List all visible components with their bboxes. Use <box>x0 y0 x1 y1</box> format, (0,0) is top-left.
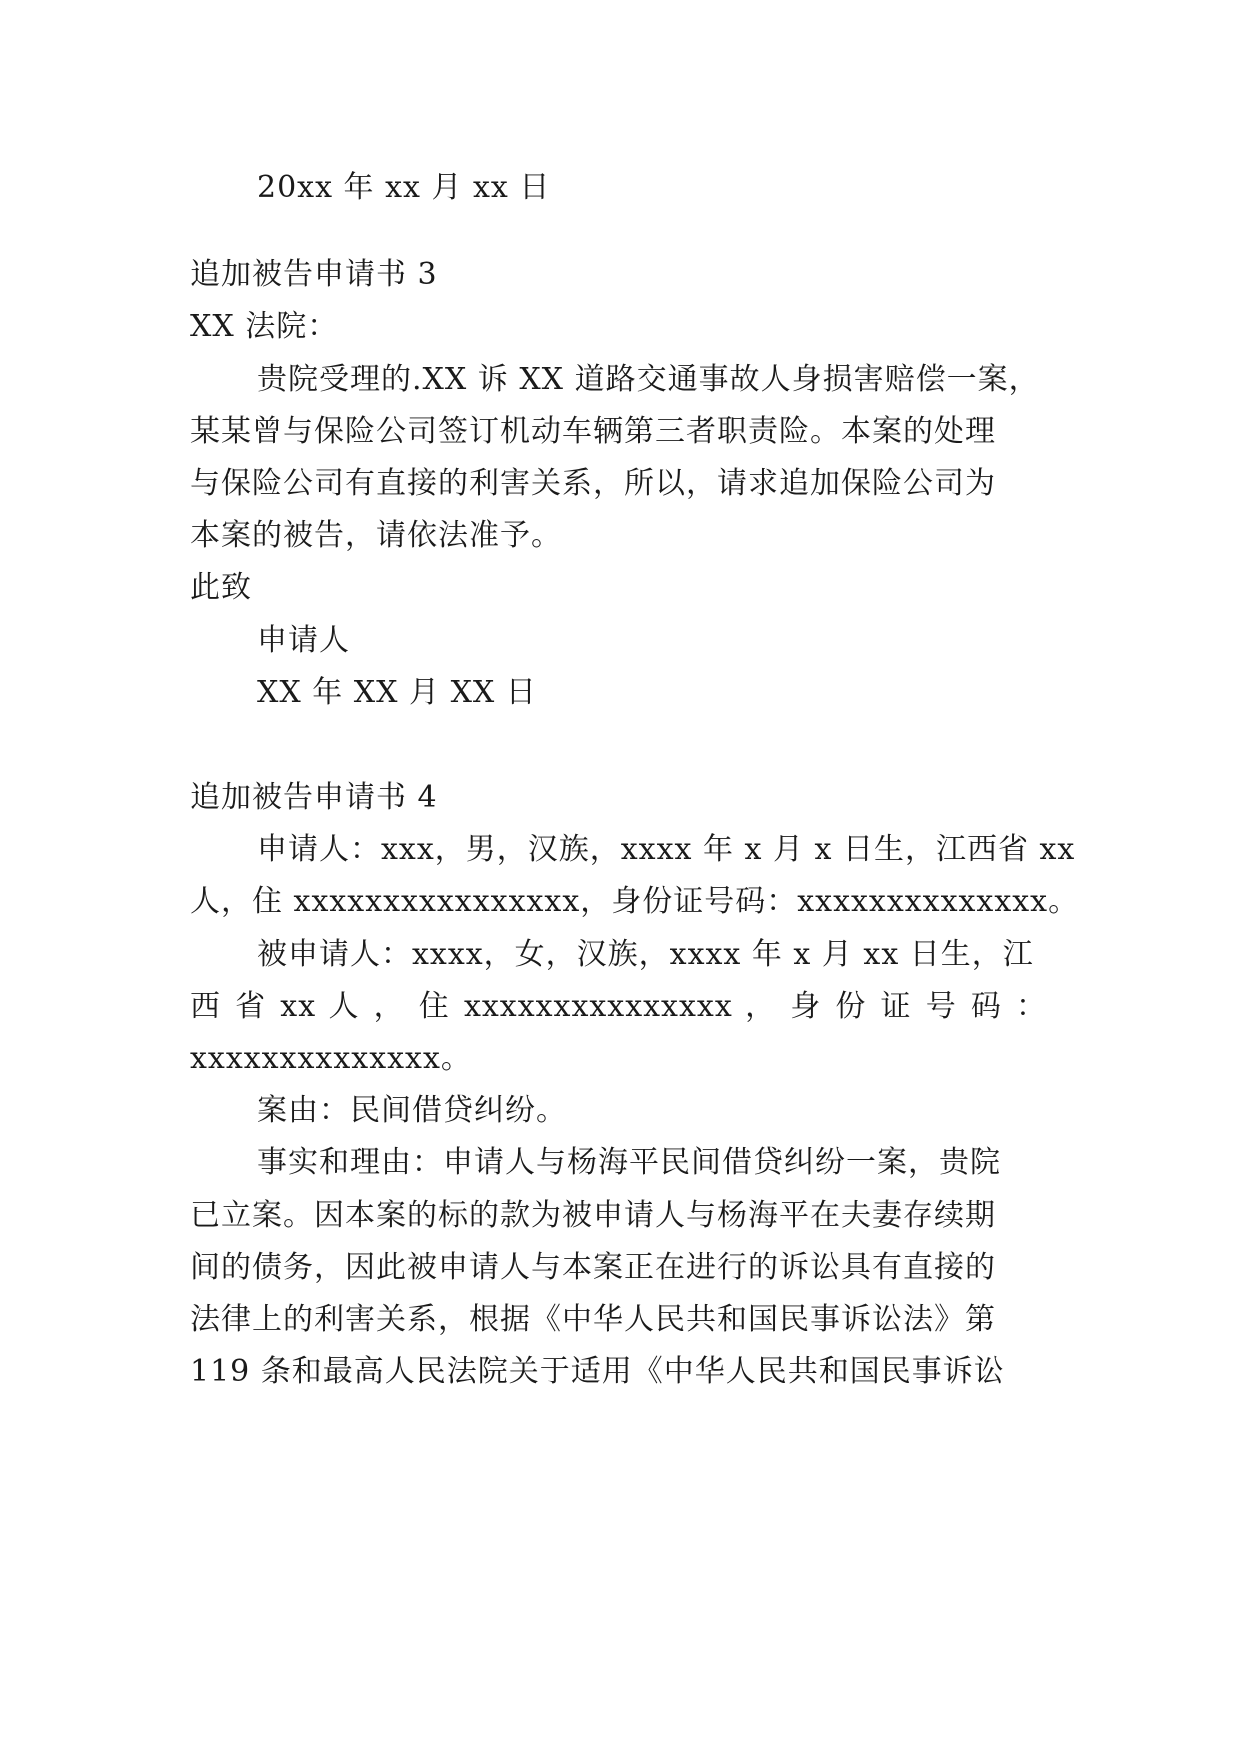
section-title-3: 追加被告申请书 3 <box>190 257 438 292</box>
paragraph-line: 事实和理由：申请人与杨海平民间借贷纠纷一案，贵院 <box>257 1145 1001 1180</box>
paragraph-line: xxxxxxxxxxxxxx。 <box>190 1041 472 1076</box>
paragraph-line: 已立案。因本案的标的款为被申请人与杨海平在夫妻存续期 <box>190 1198 996 1233</box>
paragraph-line: 间的债务，因此被申请人与本案正在进行的诉讼具有直接的 <box>190 1250 996 1285</box>
paragraph-line: 119 条和最高人民法院关于适用《中华人民共和国民事诉讼 <box>190 1354 1005 1389</box>
closing-salutation: 此致 <box>190 570 252 605</box>
paragraph-line: 本案的被告，请依法准予。 <box>190 518 562 553</box>
paragraph-line: 西 省 xx 人 ， 住 xxxxxxxxxxxxxxx ， 身 份 证 号 码 ： <box>190 989 1047 1024</box>
paragraph-line: 申请人：xxx，男，汉族，xxxx 年 x 月 x 日生，江西省 xx <box>257 832 1076 867</box>
paragraph-line: 被申请人：xxxx，女，汉族，xxxx 年 x 月 xx 日生，江 <box>257 937 1034 972</box>
date-line-2: XX 年 XX 月 XX 日 <box>257 675 537 710</box>
paragraph-line: 案由：民间借贷纠纷。 <box>257 1093 567 1128</box>
date-line-1: 20xx 年 xx 月 xx 日 <box>257 170 551 205</box>
paragraph-line: 某某曾与保险公司签订机动车辆第三者职责险。本案的处理 <box>190 414 996 449</box>
paragraph-line: 法律上的利害关系，根据《中华人民共和国民事诉讼法》第 <box>190 1302 996 1337</box>
paragraph-line: 人，住 xxxxxxxxxxxxxxxx，身份证号码：xxxxxxxxxxxxxx。 <box>190 884 1080 919</box>
paragraph-line: 与保险公司有直接的利害关系，所以，请求追加保险公司为 <box>190 466 996 501</box>
addressee: XX 法院： <box>190 309 339 344</box>
applicant-signature: 申请人 <box>257 623 350 658</box>
paragraph-line: 贵院受理的.XX 诉 XX 道路交通事故人身损害赔偿一案， <box>257 362 1040 397</box>
section-title-4: 追加被告申请书 4 <box>190 780 438 815</box>
